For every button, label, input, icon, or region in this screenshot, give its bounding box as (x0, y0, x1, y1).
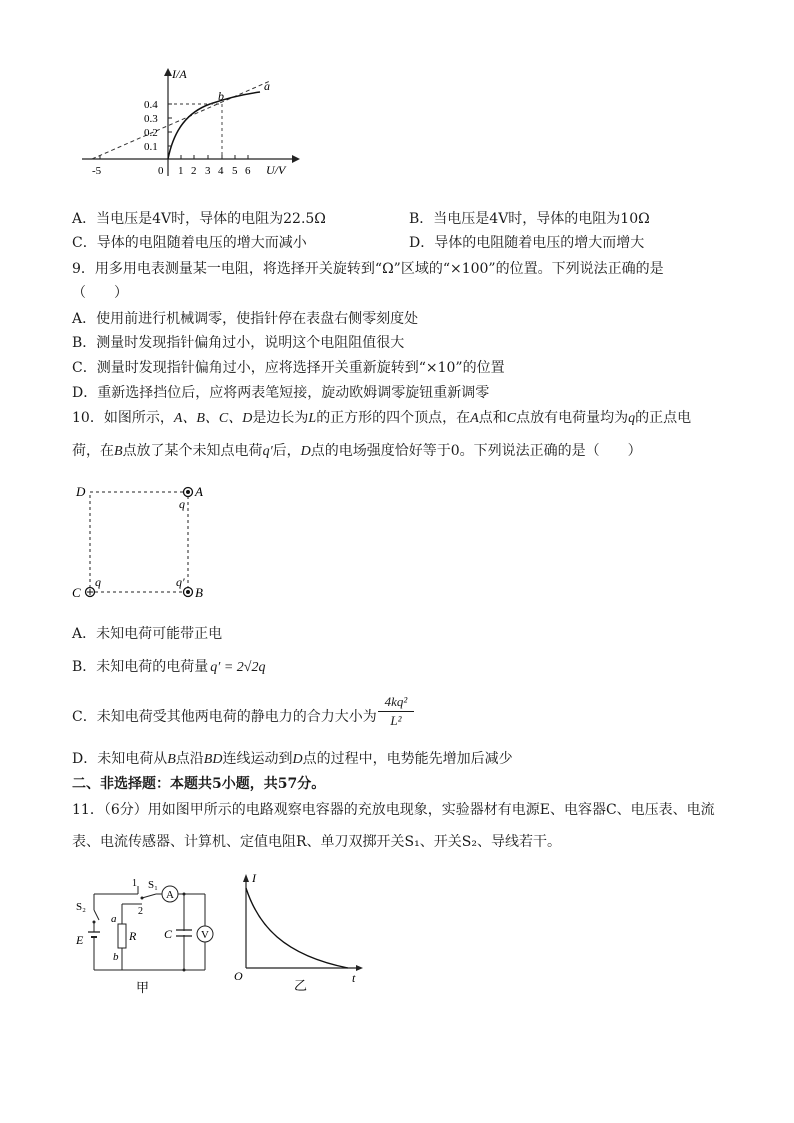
y-tick: 0.2 (144, 127, 158, 139)
x-tick: 5 (232, 165, 238, 177)
q8-option-a: A．当电压是4V时，导体的电阻为22.5Ω (72, 211, 326, 227)
x-tick: 0 (158, 165, 164, 177)
decay-curve (246, 888, 348, 968)
x-tick: 4 (218, 165, 224, 177)
capacitor-label: C (164, 927, 173, 941)
ammeter-symbol: A (166, 889, 174, 901)
curve-b-label: b (218, 89, 224, 103)
circuit-caption: 甲 (136, 980, 150, 994)
x-axis-label: U/V (266, 163, 286, 177)
q9-option-c: C．测量时发现指针偏角过小，应将选择开关重新旋转到“×10”的位置 (72, 360, 505, 376)
y-tick: 0.3 (144, 113, 158, 125)
x-tick: 6 (245, 165, 251, 177)
iu-graph (70, 64, 300, 184)
charge-b-label: q′ (176, 575, 185, 589)
q10-option-a: A．未知电荷可能带正电 (72, 626, 223, 642)
x-tick: 1 (178, 165, 184, 177)
vertex-c: C (72, 585, 81, 600)
charge-a-label: q (179, 497, 185, 511)
y-tick: 0.1 (144, 141, 158, 153)
q10-option-b: B．未知电荷的电荷量 q′ = 2√2q (72, 659, 266, 675)
q10-stem-line2: 荷，在B点放了某个未知点电荷q′后，D点的电场强度恰好等于0。下列说法正确的是（ ） (72, 443, 642, 459)
q8-option-c: C．导体的电阻随着电压的增大而减小 (72, 235, 307, 251)
q11-line1: 11．（6分）用如图甲所示的电路观察电容器的充放电现象，实验器材有电源E、电容器C、电压表、电流 (72, 802, 715, 818)
square-figure (68, 480, 218, 610)
y-axis-label: I/A (172, 67, 187, 81)
q8-option-d: D．导体的电阻随着电压的增大而增大 (409, 235, 645, 251)
curve-b (168, 92, 260, 159)
node-a-label: a (111, 913, 117, 925)
q9-option-d: D．重新选择挡位后，应将两表笔短接，旋动欧姆调零旋钮重新调零 (72, 385, 490, 401)
q11-line2: 表、电流传感器、计算机、定值电阻R、单刀双掷开关S₁、开关S₂、导线若干。 (72, 834, 561, 850)
line-a (92, 81, 270, 159)
x-tick: -5 (92, 165, 102, 177)
vertex-b: B (195, 585, 203, 600)
curve-a-label: a (264, 79, 270, 93)
pos2-label: 2 (138, 906, 143, 917)
q10-option-c-fraction: 4kq² L² (376, 694, 416, 729)
resistor-label: R (129, 929, 137, 943)
section-title: 二、非选择题：本题共5小题，共57分。 (72, 776, 326, 792)
graph-caption: 乙 (294, 978, 308, 993)
x-tick: 2 (191, 165, 197, 177)
vertex-d: D (76, 484, 86, 499)
q10-option-d: D．未知电荷从B点沿BD连线运动到D点的过程中，电势能先增加后减少 (72, 751, 513, 767)
t-axis-label: t (352, 971, 356, 985)
node-b-label: b (113, 951, 119, 963)
circuit-diagram (72, 874, 222, 994)
x-tick: 3 (205, 165, 211, 177)
q10-option-c: C．未知电荷受其他两电荷的静电力的合力大小为 (72, 709, 377, 725)
q9-option-b: B．测量时发现指针偏角过小，说明这个电阻阻值很大 (72, 335, 405, 351)
vertex-a: A (195, 484, 203, 499)
switch-s1-label: S₁ (148, 879, 158, 891)
switch-s2-label: S₂ (76, 901, 86, 913)
q9-stem-brackets: （ ） (72, 285, 128, 301)
pos1-label: 1 (132, 878, 137, 889)
y-tick: 0.4 (144, 99, 158, 111)
i-axis-label: I (252, 871, 256, 885)
q9-option-a: A．使用前进行机械调零，使指针停在表盘右侧零刻度处 (72, 311, 419, 327)
origin-label: O (234, 969, 243, 983)
q8-option-b: B．当电压是4V时，导体的电阻为10Ω (409, 211, 650, 227)
battery-label: E (76, 933, 84, 947)
voltmeter-symbol: V (201, 929, 209, 941)
q10-stem-line1: 10．如图所示，A、B、C、D是边长为L的正方形的四个顶点，在A点和C点放有电荷量均为q的正点电 (72, 410, 692, 426)
discharge-graph (228, 870, 368, 994)
charge-c-label: q (95, 575, 101, 589)
q9-stem: 9．用多用电表测量某一电阻，将选择开关旋转到“Ω”区域的“×100”的位置。下列说法正确的是 (72, 261, 664, 277)
